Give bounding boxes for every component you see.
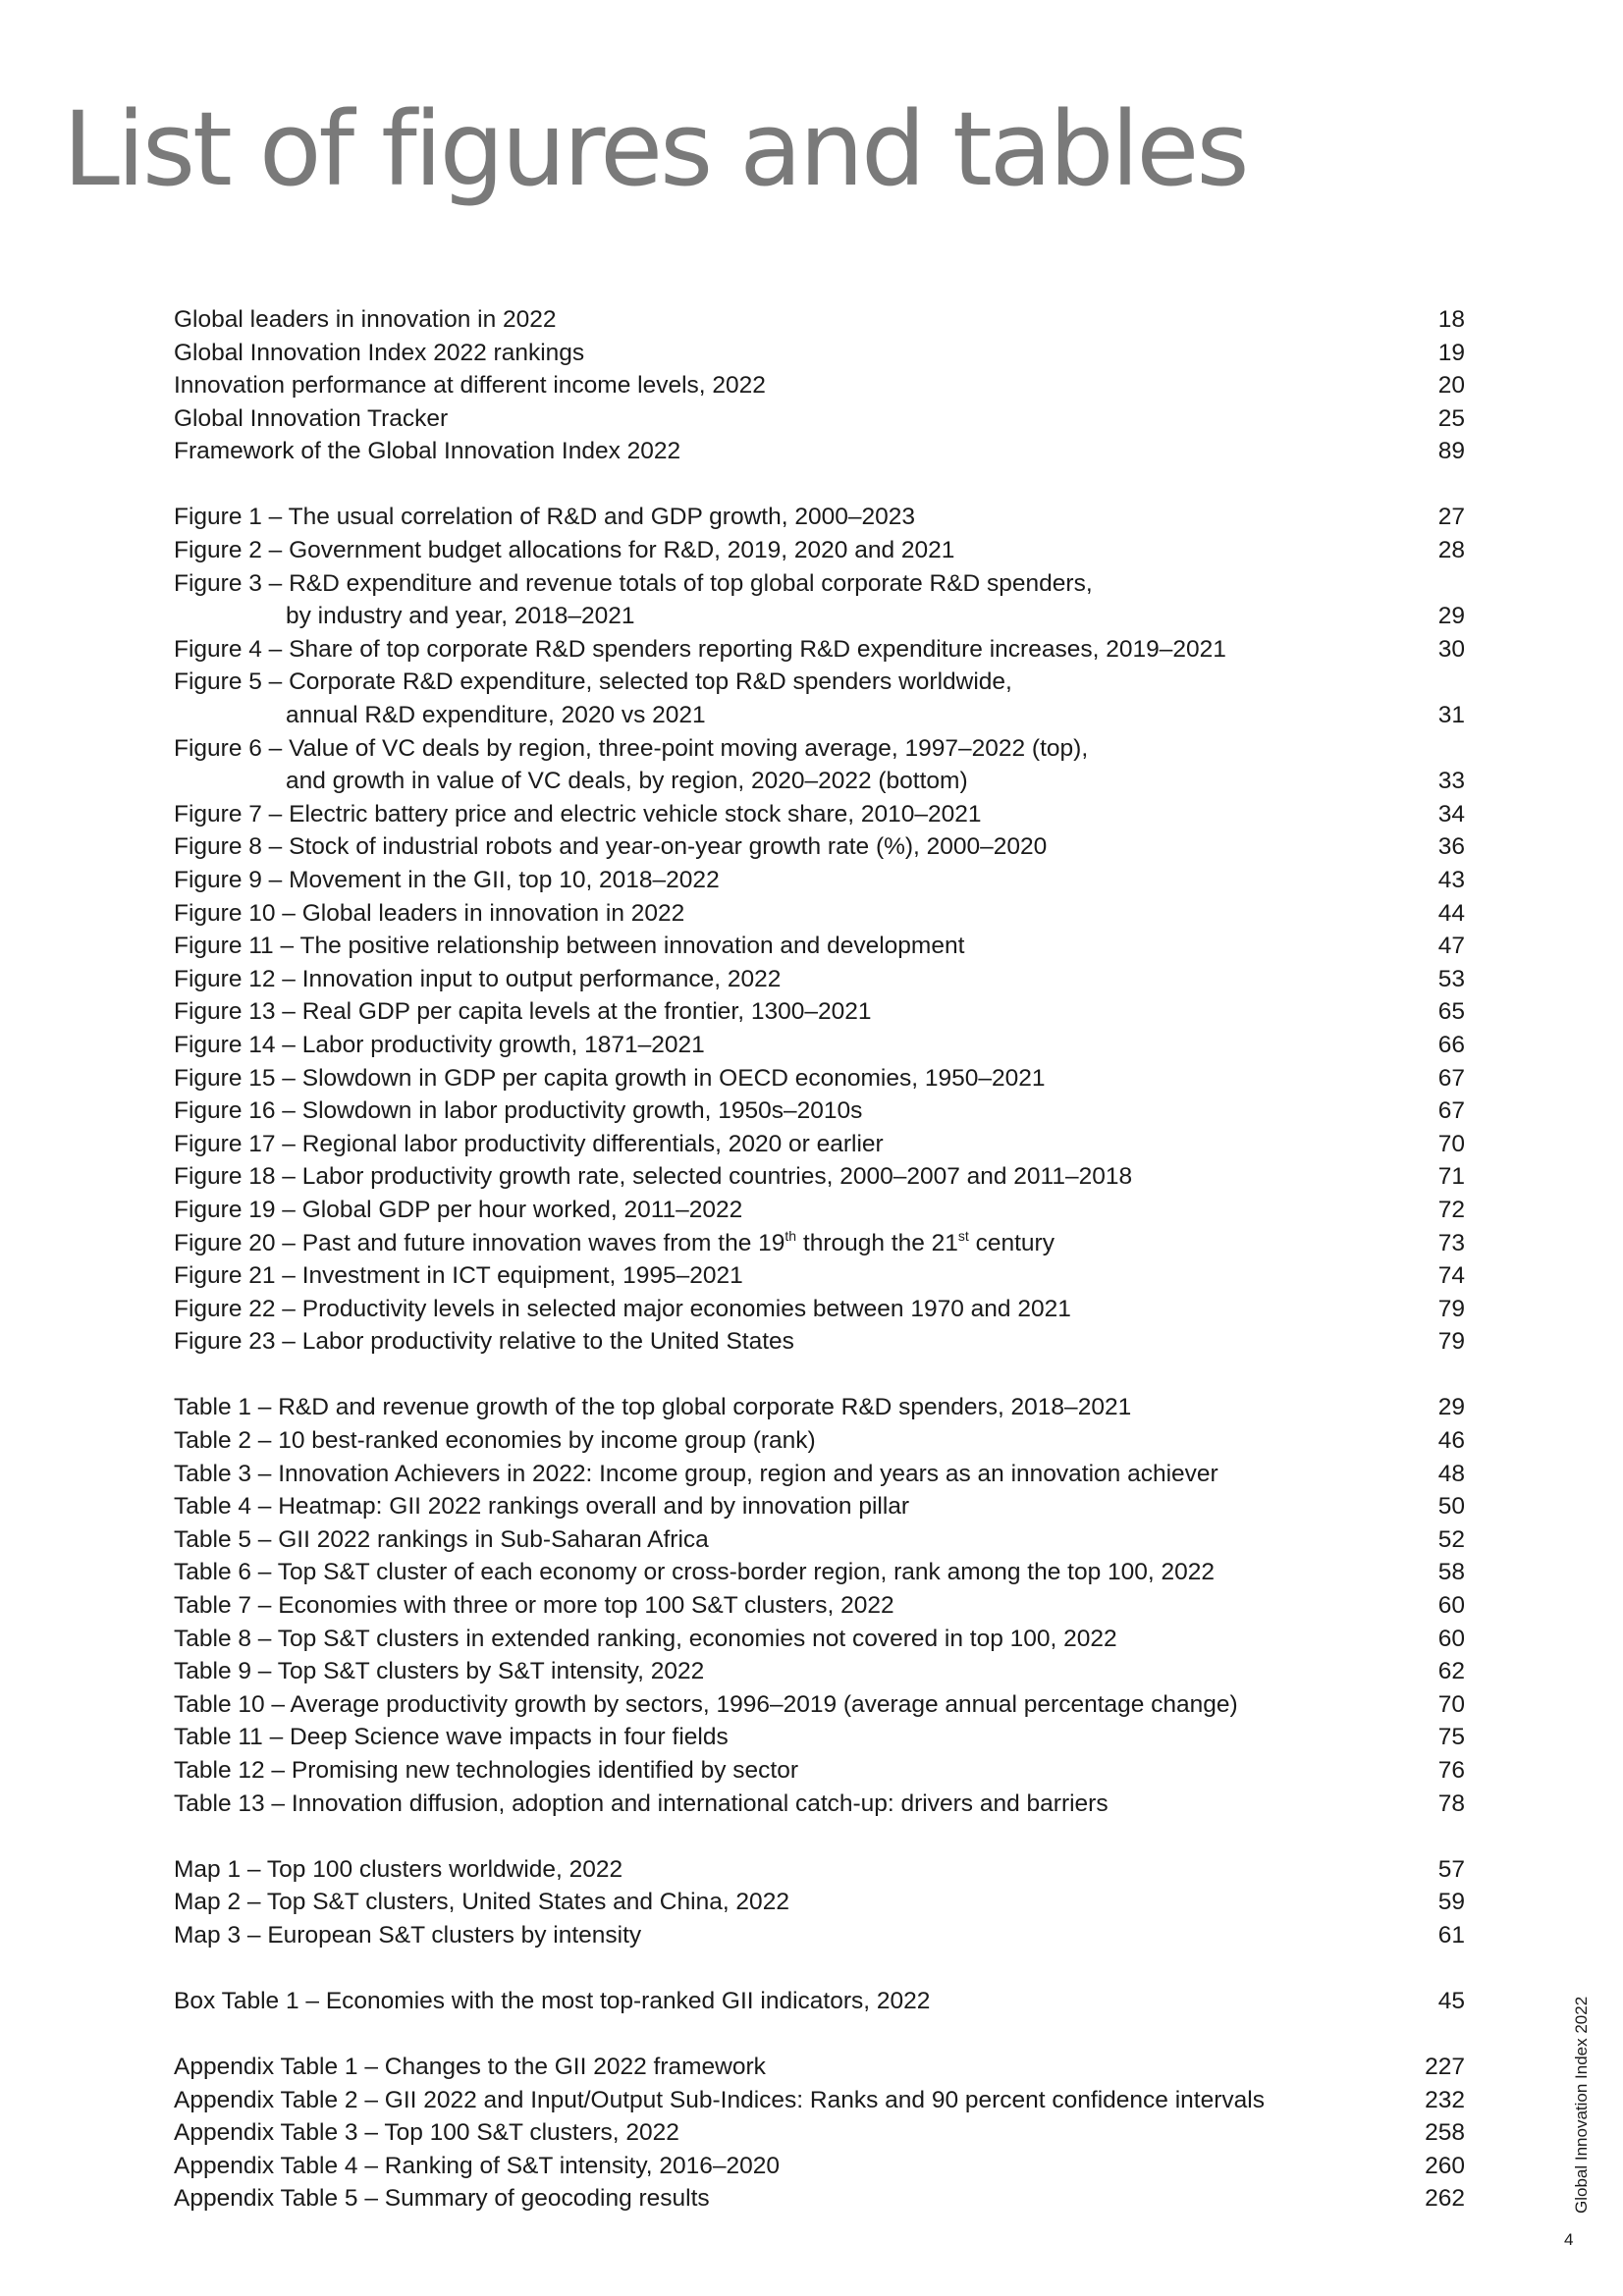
- toc-entry-title: [174, 2051, 1377, 2084]
- toc-entry-title: [174, 1029, 1377, 1062]
- toc-entry-title: [174, 930, 1377, 963]
- toc-entry-line: Innovation performance at different income levels, 2022: [174, 372, 766, 400]
- toc-entry-line: Figure 15 – Slowdown in GDP per capita growth in OECD economies, 1950–2021: [174, 1064, 1046, 1092]
- toc-entry-page-number: 76: [1437, 1756, 1465, 1784]
- toc-entry-title: [174, 1754, 1377, 1788]
- toc-entry-title: [174, 1886, 1377, 1919]
- toc-entry-continuation-line: by industry and year, 2018–2021: [286, 603, 635, 630]
- toc-entry[interactable]: [174, 435, 1465, 468]
- toc-entry[interactable]: [174, 1721, 1465, 1754]
- toc-entry-page-number: 30: [1437, 635, 1465, 663]
- toc-entry-title: [174, 1128, 1377, 1161]
- toc-entry-line: Figure 10 – Global leaders in innovation in 2022: [174, 899, 685, 927]
- toc-entry-title: [174, 1623, 1377, 1656]
- toc-entry-line: Appendix Table 4 – Ranking of S&T intensity, 2016–2020: [174, 2152, 781, 2179]
- toc-entry[interactable]: [174, 337, 1465, 370]
- toc-entry-page-number: 53: [1437, 965, 1465, 992]
- toc-entry[interactable]: [174, 1029, 1465, 1062]
- toc-entry-title: [174, 1194, 1377, 1227]
- toc-entry-page-number: 47: [1437, 933, 1465, 960]
- toc-entry-page-number: 60: [1437, 1625, 1465, 1652]
- toc-entry[interactable]: [174, 995, 1465, 1029]
- toc-entry[interactable]: [174, 1556, 1465, 1589]
- toc-entry[interactable]: [174, 963, 1465, 996]
- toc-entry-page-number: 79: [1437, 1328, 1465, 1356]
- toc-entry-title: [174, 1556, 1377, 1589]
- toc-group: [174, 2051, 1465, 2216]
- toc-entry-line: Table 4 – Heatmap: GII 2022 rankings overall and by innovation pillar: [174, 1493, 910, 1521]
- toc-entry-page-number: 227: [1425, 2054, 1465, 2080]
- toc-entry-line: Table 9 – Top S&T clusters by S&T intensity, 2022: [174, 1658, 705, 1685]
- toc-entry-line: Figure 14 – Labor productivity growth, 1871–2021: [174, 1031, 705, 1058]
- toc-entry[interactable]: [174, 1424, 1465, 1458]
- toc-entry-title: [174, 1227, 1377, 1260]
- toc-entry-page-number: 31: [1437, 702, 1465, 729]
- toc-entry-page-number: 58: [1437, 1559, 1465, 1586]
- toc-entry-page-number: 29: [1437, 1394, 1465, 1421]
- toc-entry-title: [174, 1655, 1377, 1688]
- toc-entry[interactable]: [174, 1655, 1465, 1688]
- toc-entry-line: Table 3 – Innovation Achievers in 2022: Income group, region and years as an innovation achiever: [174, 1460, 1218, 1487]
- toc-entry-line: Table 8 – Top S&T clusters in extended ranking, economies not covered in top 100, 2022: [174, 1625, 1117, 1652]
- toc-entry-line: Appendix Table 2 – GII 2022 and Input/Output Sub-Indices: Ranks and 90 percent confidence intervals: [174, 2086, 1265, 2113]
- toc-entry-title: [174, 1095, 1377, 1128]
- toc-entry[interactable]: [174, 1853, 1465, 1887]
- toc-entry-page-number: 52: [1437, 1525, 1465, 1553]
- toc-entry-line: Table 1 – R&D and revenue growth of the top global corporate R&D spenders, 2018–2021: [174, 1394, 1132, 1421]
- toc-entry-line: Figure 3 – R&D expenditure and revenue totals of top global corporate R&D spenders,: [174, 569, 1093, 597]
- toc-entry-page-number: 62: [1437, 1658, 1465, 1685]
- toc-entry[interactable]: [174, 1623, 1465, 1656]
- toc-entry[interactable]: [174, 1985, 1465, 2018]
- toc-entry[interactable]: [174, 2182, 1465, 2216]
- toc-entry-line: Figure 8 – Stock of industrial robots and year-on-year growth rate (%), 2000–2020: [174, 833, 1048, 861]
- toc-entry[interactable]: [174, 830, 1465, 864]
- toc-entry[interactable]: [174, 567, 1465, 633]
- toc-entry-page-number: 36: [1437, 833, 1465, 861]
- toc-entry-page-number: 70: [1437, 1690, 1465, 1718]
- toc-entry-title: [174, 666, 1377, 731]
- toc-entry-page-number: 43: [1437, 867, 1465, 893]
- toc-entry-text: Figure 20 – Past and future innovation waves from the 19: [174, 1229, 785, 1256]
- toc-entry[interactable]: [174, 1095, 1465, 1128]
- toc-entry-title: [174, 1062, 1377, 1095]
- toc-entry-page-number: 28: [1437, 537, 1465, 564]
- toc-group: [174, 1985, 1465, 2018]
- toc-entry[interactable]: [174, 666, 1465, 731]
- toc-entry-title: [174, 1490, 1377, 1523]
- toc-entry-line: Figure 2 – Government budget allocations for R&D, 2019, 2020 and 2021: [174, 537, 955, 564]
- toc-entry-title: [174, 2150, 1377, 2183]
- toc-entry-page-number: 75: [1437, 1724, 1465, 1751]
- toc-entry-line: Map 3 – European S&T clusters by intensity: [174, 1921, 642, 1949]
- toc-entry-page-number: 46: [1437, 1427, 1465, 1454]
- toc-entry-text: through the 21: [796, 1229, 958, 1256]
- toc-entry-title: [174, 864, 1377, 897]
- toc-entry-page-number: 78: [1437, 1789, 1465, 1817]
- toc-entry-page-number: 33: [1437, 768, 1465, 795]
- toc-entry-title: [174, 1293, 1377, 1326]
- toc-entry-line: Figure 22 – Productivity levels in selected major economies between 1970 and 2021: [174, 1295, 1071, 1322]
- toc-entry-page-number: 72: [1437, 1196, 1465, 1223]
- toc-entry-page-number: 67: [1437, 1064, 1465, 1092]
- toc-entry-line: Table 10 – Average productivity growth by sectors, 1996–2019 (average annual percentage change): [174, 1690, 1238, 1718]
- toc-entry-title: [174, 1985, 1377, 2018]
- toc-entry-line: Figure 9 – Movement in the GII, top 10, 2018–2022: [174, 867, 720, 893]
- toc-entry-page-number: 48: [1437, 1460, 1465, 1487]
- toc-entry-title: [174, 1424, 1377, 1458]
- toc-entry-line: Table 11 – Deep Science wave impacts in four fields: [174, 1724, 729, 1751]
- toc-entry-line: Table 7 – Economies with three or more top 100 S&T clusters, 2022: [174, 1591, 894, 1619]
- toc-entry-page-number: 67: [1437, 1097, 1465, 1125]
- toc-entry-line: Figure 6 – Value of VC deals by region, three-point moving average, 1997–2022 (top),: [174, 734, 1089, 762]
- toc-entry-line: Global Innovation Index 2022 rankings: [174, 339, 585, 366]
- toc-entry-line: Figure 17 – Regional labor productivity differentials, 2020 or earlier: [174, 1130, 884, 1157]
- toc-entry-title: [174, 402, 1377, 436]
- toc-entry-title: [174, 798, 1377, 831]
- toc-entry-page-number: 20: [1437, 372, 1465, 400]
- toc-entry-line: Global Innovation Tracker: [174, 404, 449, 432]
- toc-entry-line: Figure 5 – Corporate R&D expenditure, selected top R&D spenders worldwide,: [174, 668, 1012, 696]
- toc-entry-text: century: [968, 1229, 1055, 1256]
- toc-entry-page-number: 44: [1437, 899, 1465, 927]
- toc-entry[interactable]: [174, 1754, 1465, 1788]
- toc-entry[interactable]: [174, 798, 1465, 831]
- toc-entry[interactable]: [174, 1194, 1465, 1227]
- toc-entry-title: [174, 963, 1377, 996]
- toc-entry[interactable]: [174, 2051, 1465, 2084]
- toc-entry-title: [174, 567, 1377, 633]
- toc-entry-page-number: 19: [1437, 339, 1465, 366]
- toc-entry[interactable]: [174, 534, 1465, 567]
- toc-entry[interactable]: [174, 864, 1465, 897]
- toc-entry-line: Figure 11 – The positive relationship between innovation and development: [174, 933, 965, 960]
- toc-entry-title: [174, 1853, 1377, 1887]
- toc-entry-title: [174, 435, 1377, 468]
- toc-entry-line: Table 6 – Top S&T cluster of each economy or cross-border region, rank among the top 100, 2022: [174, 1559, 1216, 1586]
- toc-entry-page-number: 59: [1437, 1889, 1465, 1916]
- toc-entry[interactable]: [174, 303, 1465, 337]
- toc-entry-title: [174, 2182, 1377, 2216]
- toc-entry-continuation-line: and growth in value of VC deals, by region, 2020–2022 (bottom): [286, 768, 968, 795]
- toc-entry-title: [174, 1325, 1377, 1359]
- table-of-contents: [174, 303, 1465, 2248]
- toc-entry-line: Figure 4 – Share of top corporate R&D spenders reporting R&D expenditure increases, 2019–2021: [174, 635, 1226, 663]
- toc-entry[interactable]: [174, 1523, 1465, 1557]
- toc-entry-page-number: 45: [1437, 1987, 1465, 2014]
- toc-entry[interactable]: [174, 897, 1465, 931]
- toc-entry-title: [174, 1259, 1377, 1293]
- toc-entry-line: Figure 16 – Slowdown in labor productivity growth, 1950s–2010s: [174, 1097, 863, 1125]
- toc-entry-line: Figure 7 – Electric battery price and electric vehicle stock share, 2010–2021: [174, 800, 982, 828]
- toc-entry[interactable]: [174, 930, 1465, 963]
- toc-group: [174, 1391, 1465, 1820]
- toc-entry[interactable]: [174, 1128, 1465, 1161]
- toc-entry[interactable]: [174, 1589, 1465, 1623]
- toc-entry-page-number: 61: [1437, 1921, 1465, 1949]
- toc-entry-title: [174, 1391, 1377, 1424]
- toc-entry[interactable]: [174, 2116, 1465, 2150]
- toc-group: [174, 1853, 1465, 1952]
- toc-entry-line: Box Table 1 – Economies with the most top-ranked GII indicators, 2022: [174, 1987, 931, 2014]
- toc-entry-title: [174, 830, 1377, 864]
- toc-entry-title: [174, 337, 1377, 370]
- toc-entry-title: [174, 534, 1377, 567]
- toc-entry-line: Table 5 – GII 2022 rankings in Sub-Saharan Africa: [174, 1525, 709, 1553]
- page-title: List of figures and tables: [63, 89, 1247, 209]
- toc-entry-line: Figure 12 – Innovation input to output performance, 2022: [174, 965, 782, 992]
- toc-entry-title: [174, 369, 1377, 402]
- toc-entry[interactable]: [174, 1325, 1465, 1359]
- toc-entry-line: Map 2 – Top S&T clusters, United States and China, 2022: [174, 1889, 789, 1916]
- publication-side-label: Global Innovation Index 2022: [1572, 1996, 1591, 2214]
- toc-entry-page-number: 29: [1437, 603, 1465, 630]
- toc-entry[interactable]: [174, 633, 1465, 667]
- toc-entry-page-number: 260: [1425, 2152, 1465, 2179]
- toc-entry-page-number: 258: [1425, 2119, 1465, 2147]
- toc-entry-page-number: 25: [1437, 404, 1465, 432]
- toc-entry-line: Figure 13 – Real GDP per capita levels at the frontier, 1300–2021: [174, 998, 872, 1026]
- toc-entry-title: [174, 732, 1377, 798]
- toc-entry-page-number: 66: [1437, 1031, 1465, 1058]
- toc-entry[interactable]: [174, 1886, 1465, 1919]
- toc-entry-line: Figure 1 – The usual correlation of R&D and GDP growth, 2000–2023: [174, 504, 915, 531]
- toc-entry-line: Table 2 – 10 best-ranked economies by income group (rank): [174, 1427, 816, 1454]
- toc-entry[interactable]: [174, 369, 1465, 402]
- toc-entry[interactable]: [174, 1919, 1465, 1952]
- toc-entry-line: Table 13 – Innovation diffusion, adoption and international catch-up: drivers and barriers: [174, 1789, 1109, 1817]
- toc-entry[interactable]: [174, 1227, 1465, 1260]
- toc-entry-page-number: 27: [1437, 504, 1465, 531]
- toc-entry-title: [174, 2084, 1377, 2117]
- toc-entry-line: Framework of the Global Innovation Index 2022: [174, 438, 681, 465]
- toc-entry-page-number: 60: [1437, 1591, 1465, 1619]
- toc-entry-page-number: 73: [1437, 1229, 1465, 1256]
- toc-entry-title: [174, 303, 1377, 337]
- toc-entry-line: Map 1 – Top 100 clusters worldwide, 2022: [174, 1855, 623, 1883]
- toc-entry-line: Appendix Table 1 – Changes to the GII 2022 framework: [174, 2054, 766, 2080]
- toc-entry-title: [174, 1589, 1377, 1623]
- toc-entry-page-number: 262: [1425, 2185, 1465, 2213]
- toc-entry[interactable]: [174, 1259, 1465, 1293]
- toc-entry-page-number: 79: [1437, 1295, 1465, 1322]
- toc-entry-continuation-line: annual R&D expenditure, 2020 vs 2021: [286, 702, 706, 729]
- toc-entry-line: Global leaders in innovation in 2022: [174, 306, 557, 333]
- toc-entry-page-number: 57: [1437, 1855, 1465, 1883]
- toc-entry-page-number: 71: [1437, 1163, 1465, 1191]
- toc-entry-title: [174, 2116, 1377, 2150]
- toc-entry-title: [174, 1788, 1377, 1821]
- toc-entry-title: [174, 897, 1377, 931]
- toc-entry-title: [174, 1688, 1377, 1722]
- toc-entry-title: [174, 633, 1377, 667]
- page-number: 4: [1564, 2230, 1574, 2249]
- superscript-text: th: [784, 1227, 797, 1244]
- toc-entry-page-number: 232: [1425, 2086, 1465, 2113]
- toc-entry-line: Table 12 – Promising new technologies identified by sector: [174, 1756, 799, 1784]
- toc-entry-title: [174, 1160, 1377, 1194]
- toc-entry-line: Figure 23 – Labor productivity relative to the United States: [174, 1328, 794, 1356]
- superscript-text: st: [957, 1227, 969, 1244]
- toc-entry-line: Figure 18 – Labor productivity growth rate, selected countries, 2000–2007 and 2011–2018: [174, 1163, 1133, 1191]
- toc-entry[interactable]: [174, 1160, 1465, 1194]
- toc-entry[interactable]: [174, 732, 1465, 798]
- toc-entry-title: [174, 1458, 1377, 1491]
- toc-entry-line: Figure 19 – Global GDP per hour worked, 2011–2022: [174, 1196, 743, 1223]
- toc-entry[interactable]: [174, 1458, 1465, 1491]
- toc-entry[interactable]: [174, 501, 1465, 534]
- toc-entry-page-number: 50: [1437, 1493, 1465, 1521]
- toc-entry-page-number: 65: [1437, 998, 1465, 1026]
- toc-entry[interactable]: [174, 1391, 1465, 1424]
- toc-entry-page-number: 70: [1437, 1130, 1465, 1157]
- toc-entry[interactable]: [174, 1490, 1465, 1523]
- toc-entry-title: [174, 1919, 1377, 1952]
- toc-entry[interactable]: [174, 402, 1465, 436]
- toc-entry-page-number: 89: [1437, 438, 1465, 465]
- toc-entry-line: Appendix Table 5 – Summary of geocoding results: [174, 2185, 710, 2213]
- toc-entry-line: Figure 21 – Investment in ICT equipment, 1995–2021: [174, 1262, 743, 1290]
- toc-entry-line: [174, 1227, 1337, 1260]
- toc-entry-title: [174, 501, 1377, 534]
- toc-entry-page-number: 18: [1437, 306, 1465, 333]
- toc-entry[interactable]: [174, 2150, 1465, 2183]
- toc-entry-line: Appendix Table 3 – Top 100 S&T clusters, 2022: [174, 2119, 679, 2147]
- toc-entry[interactable]: [174, 1293, 1465, 1326]
- toc-entry-title: [174, 1721, 1377, 1754]
- toc-entry-page-number: 34: [1437, 800, 1465, 828]
- toc-entry-title: [174, 995, 1377, 1029]
- toc-entry[interactable]: [174, 1688, 1465, 1722]
- toc-entry[interactable]: [174, 1062, 1465, 1095]
- toc-entry[interactable]: [174, 1788, 1465, 1821]
- toc-entry[interactable]: [174, 2084, 1465, 2117]
- toc-group: [174, 501, 1465, 1358]
- toc-entry-title: [174, 1523, 1377, 1557]
- toc-entry-page-number: 74: [1437, 1262, 1465, 1290]
- toc-group: [174, 303, 1465, 468]
